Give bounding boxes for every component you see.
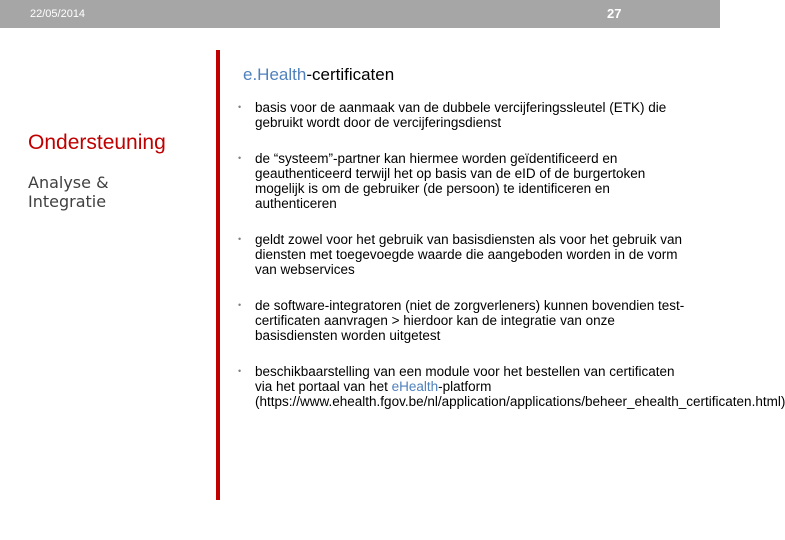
slide-date: 22/05/2014 — [30, 8, 86, 20]
bullet-item — [238, 151, 688, 211]
section-title-highlight: e.Health — [243, 65, 307, 84]
bullet-item — [238, 298, 688, 343]
bullet-text-after: -platform (https://www.ehealth.fgov.be/nl/application/applications/beheer_ehealth_certificaten.html) — [255, 379, 785, 409]
bullet-marker: • — [238, 102, 242, 112]
bullet-text-before: beschikbaarstelling van een module voor het bestellen van certificaten via het portaal van het — [255, 364, 675, 394]
bullet-text: de software-integratoren (niet de zorgverleners) kunnen bovendien test-certificaten aanvragen > hierdoor kan de integratie van onze basisdiensten worden uitgetest — [255, 298, 685, 343]
bullet-marker: • — [238, 300, 242, 310]
page-number: 27 — [607, 6, 622, 21]
bullet-item — [238, 232, 688, 277]
bullet-list — [238, 100, 785, 409]
header-bar — [0, 0, 720, 28]
left-subtitle: Analyse & Integratie — [28, 173, 109, 211]
ehealth-link[interactable]: eHealth — [391, 379, 439, 394]
section-title-rest: -certificaten — [306, 65, 395, 84]
bullet-text: geldt zowel voor het gebruik van basisdiensten als voor het gebruik van diensten met toegevoegde waarde die aangeboden worden in de vorm van webservices — [255, 232, 683, 277]
bullet-marker: • — [238, 234, 242, 244]
bullet-text: basis voor de aanmaak van de dubbele vercijferingssleutel (ETK) die gebruikt wordt door de vercijferingsdienst — [255, 100, 667, 130]
bullet-text: de “systeem”-partner kan hiermee worden geïdentificeerd en geauthenticeerd terwijl het op basis van de eID of de burgertoken mogelijk is om de gebruiker (de persoon) te identificeren en authenticeren — [255, 151, 646, 211]
bullet-marker: • — [238, 366, 242, 376]
left-title: Ondersteuning — [28, 131, 166, 154]
bullet-item — [238, 100, 688, 130]
vertical-divider — [216, 50, 220, 500]
section-title — [243, 65, 394, 85]
bullet-item — [238, 364, 785, 409]
bullet-marker: • — [238, 153, 242, 163]
